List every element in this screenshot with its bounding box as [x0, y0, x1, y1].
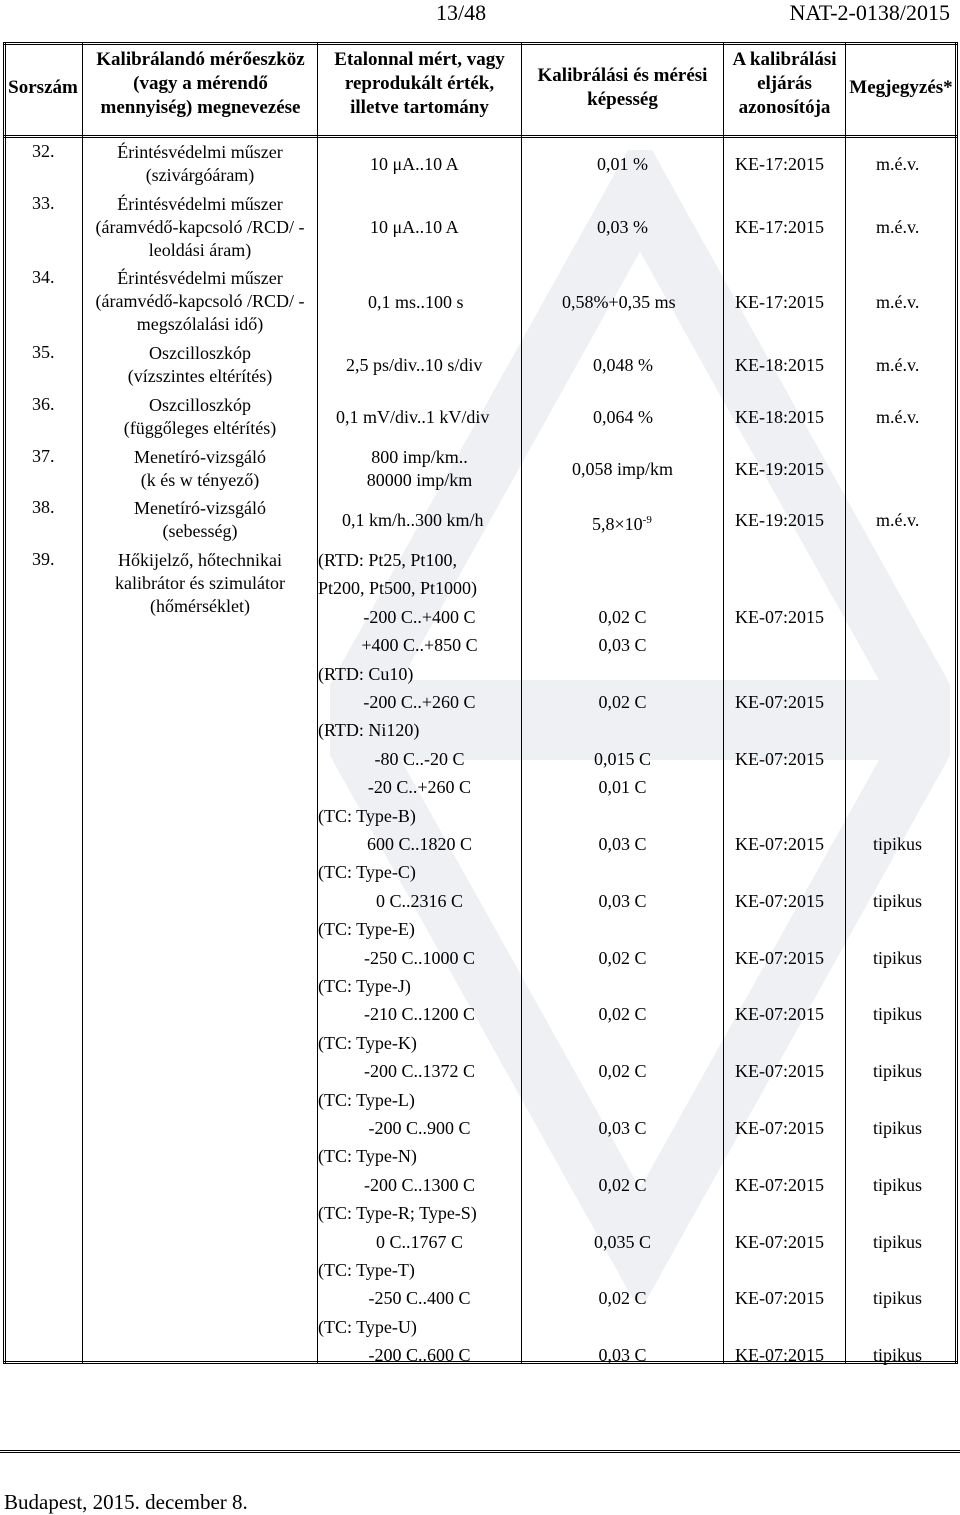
capability-value: 0,01 %: [597, 154, 648, 174]
device-name: Érintésvédelmi műszer (áramvédő-kapcsoló /RCD/ - leoldási áram): [95, 194, 305, 260]
range-value: -200 C..600 C: [368, 1345, 471, 1365]
procedure-id: KE-18:2015: [735, 355, 824, 375]
procedure-id: KE-19:2015: [735, 459, 824, 479]
row-number: 34.: [32, 267, 55, 287]
procedure-id: KE-07:2015: [735, 1004, 824, 1024]
remark: tipikus: [873, 1004, 923, 1024]
range-value: -250 C..1000 C: [363, 948, 475, 968]
capability-value: 0,03 C: [598, 1118, 647, 1138]
remark: m.é.v.: [876, 292, 920, 312]
procedure-id: KE-17:2015: [735, 217, 824, 237]
remark: tipikus: [873, 1288, 923, 1308]
header-range: Etalonnal mért, vagy reprodukált érték, illetve tartomány: [334, 49, 505, 118]
footer-date: Budapest, 2015. december 8.: [4, 1490, 248, 1514]
procedure-id: KE-07:2015: [735, 607, 824, 627]
capability-value: 0,58%+0,35 ms: [562, 292, 676, 312]
capability-value: 0,02 C: [598, 948, 647, 968]
sensor-type-label: (RTD: Cu10): [318, 664, 414, 684]
remark: tipikus: [873, 1232, 923, 1252]
capability-value: $5,8\times 10^{-9}$: [592, 514, 652, 534]
procedure-id: KE-07:2015: [735, 1232, 824, 1252]
range-value: 0,1 ms..100 s: [368, 292, 464, 312]
capability-value: 0,048 %: [593, 355, 653, 375]
remark: tipikus: [873, 834, 923, 854]
remark: tipikus: [873, 891, 923, 911]
page-number: 13/48: [436, 0, 487, 25]
header-divider: [3, 135, 957, 138]
capability-value: 0,02 C: [598, 1061, 647, 1081]
capability-value: 0,035 C: [593, 1232, 651, 1252]
device-name: Érintésvédelmi műszer (áramvédő-kapcsoló /RCD/ - megszólalási idő): [95, 268, 305, 334]
capability-value: 0,02 C: [598, 692, 647, 712]
header-capability: Kalibrálási és mérési képesség: [537, 65, 708, 110]
range-value: -250 C..400 C: [368, 1288, 471, 1308]
range-value: 10 μA..10 A: [370, 154, 459, 174]
remark: m.é.v.: [876, 217, 920, 237]
procedure-id: KE-07:2015: [735, 749, 824, 769]
header-device: Kalibrálandó mérőeszköz (vagy a mérendő mennyiség) megnevezése: [96, 49, 305, 118]
sensor-type-label: (TC: Type-C): [318, 862, 416, 882]
capability-value: 0,01 C: [598, 777, 647, 797]
capability-value: 0,02 C: [598, 1288, 647, 1308]
remark: m.é.v.: [876, 407, 920, 427]
range-value: 2,5 ps/div..10 s/div: [346, 355, 483, 375]
range-value: 0,1 km/h..300 km/h: [342, 510, 484, 530]
sensor-type-label: (TC: Type-N): [318, 1146, 417, 1166]
row-number: 33.: [32, 193, 55, 213]
device-name: Menetíró-vizsgáló (k és w tényező): [134, 447, 266, 490]
col-divider: [723, 42, 724, 1364]
sensor-type-label: (RTD: Ni120): [318, 720, 420, 740]
procedure-id: KE-07:2015: [735, 1118, 824, 1138]
row-number: 32.: [32, 141, 55, 161]
range-value: 10 μA..10 A: [370, 217, 459, 237]
sensor-type-label: (TC: Type-L): [318, 1090, 415, 1110]
capability-value: 0,03 C: [598, 834, 647, 854]
procedure-id: KE-07:2015: [735, 834, 824, 854]
remark: m.é.v.: [876, 355, 920, 375]
device-name: Érintésvédelmi műszer (szivárgóáram): [117, 142, 283, 185]
procedure-id: KE-07:2015: [735, 1345, 824, 1365]
capability-value: 0,03 %: [597, 217, 648, 237]
procedure-id: KE-07:2015: [735, 948, 824, 968]
sensor-type-label: (TC: Type-J): [318, 976, 411, 996]
row-number: 36.: [32, 394, 55, 414]
footer-divider: [0, 1450, 960, 1453]
range-value: -200 C..+260 C: [363, 692, 476, 712]
capability-value: 0,02 C: [598, 1175, 647, 1195]
range-value: 600 C..1820 C: [366, 834, 472, 854]
device-name: Oszcilloszkóp (vízszintes eltérítés): [127, 343, 273, 386]
row-number: 37.: [32, 446, 55, 466]
remark: tipikus: [873, 948, 923, 968]
remark: tipikus: [873, 1061, 923, 1081]
row-number: 39.: [32, 549, 55, 569]
procedure-id: KE-07:2015: [735, 1061, 824, 1081]
range-value: 800 imp/km.. 80000 imp/km: [366, 447, 473, 490]
row-number: 38.: [32, 497, 55, 517]
procedure-id: KE-18:2015: [735, 407, 824, 427]
sensor-type-label: (TC: Type-E): [318, 919, 415, 939]
range-value: 0 C..2316 C: [375, 891, 463, 911]
header-sorszam: Sorszám: [8, 77, 78, 98]
procedure-id: KE-17:2015: [735, 292, 824, 312]
capability-value: 0,02 C: [598, 607, 647, 627]
capability-value: 0,064 %: [593, 407, 653, 427]
range-value: -80 C..-20 C: [374, 749, 465, 769]
sensor-type-label: (TC: Type-B): [318, 806, 416, 826]
capability-value: 0,058 imp/km: [572, 459, 674, 479]
device-name: Oszcilloszkóp (függőleges eltérítés): [123, 395, 277, 438]
procedure-id: KE-07:2015: [735, 692, 824, 712]
remark: tipikus: [873, 1118, 923, 1138]
device-name: Menetíró-vizsgáló (sebesség): [134, 498, 266, 541]
remark: m.é.v.: [876, 154, 920, 174]
remark: tipikus: [873, 1345, 923, 1365]
sensor-type-label: (TC: Type-U): [318, 1317, 417, 1337]
sensor-type-label: (RTD: Pt25, Pt100,: [318, 550, 457, 570]
range-value: 0 C..1767 C: [375, 1232, 463, 1252]
capability-value: 0,015 C: [593, 749, 651, 769]
capability-value: 0,03 C: [598, 1345, 647, 1365]
range-value: +400 C..+850 C: [361, 635, 478, 655]
procedure-id: KE-19:2015: [735, 510, 824, 530]
col-divider: [3, 42, 6, 1364]
remark: m.é.v.: [876, 510, 920, 530]
range-value: -200 C..1300 C: [363, 1175, 475, 1195]
sensor-type-label: Pt200, Pt500, Pt1000): [318, 578, 478, 598]
capability-value: 0,03 C: [598, 635, 647, 655]
document-id: NAT-2-0138/2015: [789, 0, 950, 25]
sensor-type-label: (TC: Type-K): [318, 1033, 417, 1053]
procedure-id: KE-07:2015: [735, 1288, 824, 1308]
device-name: Hőkijelző, hőtechnikai kalibrátor és szimulátor (hőmérséklet): [115, 550, 285, 616]
range-value: -210 C..1200 C: [363, 1004, 475, 1024]
range-value: -200 C..1372 C: [363, 1061, 475, 1081]
header-remark: Megjegyzés*: [849, 77, 953, 98]
range-value: -20 C..+260 C: [367, 777, 472, 797]
capability-value: 0,02 C: [598, 1004, 647, 1024]
col-divider: [845, 42, 846, 1364]
range-value: 0,1 mV/div..1 kV/div: [336, 407, 490, 427]
range-value: -200 C..900 C: [368, 1118, 471, 1138]
col-divider: [955, 42, 958, 1364]
procedure-id: KE-17:2015: [735, 154, 824, 174]
header-procedure: A kalibrálási eljárás azonosítója: [732, 49, 837, 118]
capability-value: 0,03 C: [598, 891, 647, 911]
procedure-id: KE-07:2015: [735, 891, 824, 911]
range-value: -200 C..+400 C: [363, 607, 476, 627]
sensor-type-label: (TC: Type-R; Type-S): [318, 1203, 477, 1223]
row-number: 35.: [32, 342, 55, 362]
sensor-type-label: (TC: Type-T): [318, 1260, 415, 1280]
remark: tipikus: [873, 1175, 923, 1195]
procedure-id: KE-07:2015: [735, 1175, 824, 1195]
